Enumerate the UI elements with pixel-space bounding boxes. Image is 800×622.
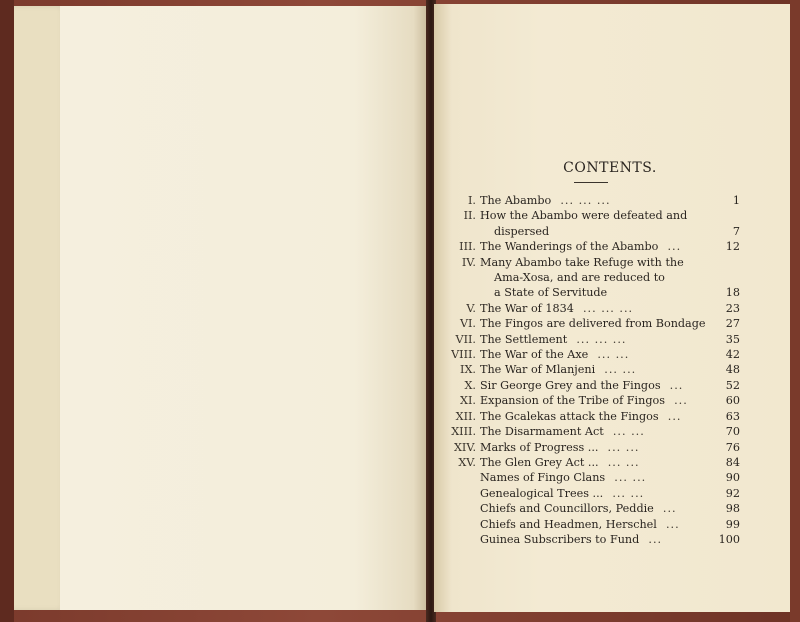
page-number: 7: [732, 224, 740, 238]
page-number: 35: [725, 332, 740, 346]
chapter-number: XII.: [455, 409, 476, 423]
page-number: 60: [725, 394, 740, 408]
page-number: 98: [725, 502, 740, 516]
chapter-title-line: Guinea Subscribers to Fund ...: [480, 532, 663, 546]
page-number: 52: [725, 378, 740, 392]
contents-entry: [450, 532, 740, 547]
contents-title: CONTENTS.: [563, 160, 657, 176]
chapter-number: XI.: [460, 394, 476, 408]
chapter-title-line: Sir George Grey and the Fingos ...: [480, 378, 684, 392]
contents-entry: [450, 208, 740, 239]
chapter-number: V.: [466, 301, 476, 315]
left-endpaper: [14, 6, 66, 610]
leader-dots: ... ...: [605, 471, 647, 485]
page-number: 90: [725, 471, 740, 485]
table-of-contents: [450, 160, 740, 547]
contents-entry: [450, 501, 740, 516]
page-number: 76: [725, 440, 740, 454]
chapter-number: IV.: [461, 255, 476, 269]
contents-entry: [450, 424, 740, 439]
chapter-number: XV.: [458, 455, 476, 469]
page-number: 1: [732, 194, 740, 207]
contents-entry: [450, 301, 740, 316]
chapter-number: I.: [468, 194, 476, 207]
chapter-title-line: The War of Mlanjeni ... ...: [480, 363, 637, 377]
chapter-number: VIII.: [451, 348, 476, 362]
chapter-number: IX.: [460, 363, 476, 377]
chapter-title-line: The War of 1834 ... ... ...: [480, 301, 634, 315]
contents-entry: [450, 393, 740, 408]
chapter-title-line: The Settlement ... ... ...: [480, 332, 627, 346]
title-rule: [574, 182, 608, 183]
contents-entry: [450, 255, 740, 301]
chapter-title-line: The Abambo ... ... ...: [480, 194, 611, 207]
chapter-number: [450, 501, 480, 516]
contents-entry: [450, 440, 740, 455]
page-number: 42: [725, 348, 740, 362]
leader-dots: ...: [639, 532, 663, 546]
page-number: 92: [725, 486, 740, 500]
contents-entry: [450, 347, 740, 362]
chapter-title-line: Ama-Xosa, and are reduced to: [494, 271, 665, 285]
chapter-title-line: Chiefs and Headmen, Herschel ...: [480, 517, 680, 531]
leader-dots: ...: [658, 240, 682, 254]
leader-dots: ... ...: [595, 363, 637, 377]
page-number: 70: [725, 425, 740, 439]
contents-entry: [450, 332, 740, 347]
contents-entry: [450, 362, 740, 377]
chapter-title-line: Names of Fingo Clans ... ...: [480, 471, 647, 485]
contents-entry: [450, 470, 740, 485]
chapter-number: XIII.: [451, 425, 476, 439]
page-number: 99: [725, 517, 740, 531]
leader-dots: ... ... ...: [567, 332, 627, 346]
chapter-number: VII.: [455, 332, 476, 346]
page-number: 27: [725, 317, 740, 331]
chapter-title-line: The Wanderings of the Abambo ...: [480, 240, 682, 254]
contents-entry: [450, 316, 740, 331]
chapter-number: VI.: [459, 317, 476, 331]
chapter-title-line: Marks of Progress ... ... ...: [480, 440, 640, 454]
leader-dots: ... ...: [603, 486, 645, 500]
book-cover-edge-right: [790, 0, 800, 622]
contents-entry: [450, 378, 740, 393]
chapter-title-line: Many Abambo take Refuge with the: [480, 255, 684, 269]
leader-dots: ... ...: [603, 425, 645, 439]
chapter-number: XIV.: [453, 440, 476, 454]
page-number: 63: [725, 409, 740, 423]
contents-entry: [450, 517, 740, 532]
leader-dots: ...: [658, 409, 682, 423]
contents-entries: [450, 193, 740, 547]
contents-entry: [450, 409, 740, 424]
leader-dots: ...: [656, 517, 680, 531]
leader-dots: ...: [660, 378, 684, 392]
left-blank-page: [60, 6, 428, 610]
leader-dots: ...: [664, 394, 688, 408]
leader-dots: ...: [653, 502, 677, 516]
chapter-number: X.: [464, 378, 476, 392]
book-cover-edge-left: [0, 0, 14, 622]
chapter-number: III.: [459, 240, 476, 254]
chapter-title-line: Chiefs and Councillors, Peddie ...: [480, 502, 677, 516]
leader-dots: ... ... ...: [551, 194, 611, 207]
contents-entry: [450, 239, 740, 254]
chapter-title-line: The Gcalekas attack the Fingos ...: [480, 409, 682, 423]
leader-dots: ... ...: [598, 455, 640, 469]
chapter-title-line: The Fingos are delivered from Bondage: [480, 317, 706, 331]
chapter-title-line: The Glen Grey Act ... ... ...: [480, 455, 640, 469]
chapter-number: [450, 470, 480, 485]
chapter-number: II.: [463, 209, 476, 223]
contents-entry: [450, 486, 740, 501]
leader-dots: ... ... ...: [573, 301, 634, 315]
chapter-title-line: How the Abambo were defeated and: [480, 209, 688, 223]
chapter-title-line: The Disarmament Act ... ...: [480, 425, 645, 439]
contents-entry: [450, 455, 740, 470]
page-number: 84: [725, 455, 740, 469]
leader-dots: ... ...: [588, 348, 630, 362]
chapter-title-line: The War of the Axe ... ...: [480, 348, 630, 362]
page-number: 12: [725, 240, 740, 254]
chapter-title-line: Expansion of the Tribe of Fingos ...: [480, 394, 688, 408]
page-number: 100: [718, 532, 740, 546]
page-number: 23: [725, 301, 740, 315]
chapter-number: [450, 532, 480, 547]
chapter-title-line: dispersed: [494, 224, 550, 238]
chapter-number: [450, 486, 480, 501]
chapter-title-line: a State of Servitude: [494, 286, 608, 300]
chapter-number: [450, 517, 480, 532]
contents-entry: [450, 193, 740, 208]
page-number: 18: [725, 286, 740, 300]
leader-dots: ... ...: [598, 440, 640, 454]
chapter-title-line: Genealogical Trees ... ... ...: [480, 486, 645, 500]
page-number: 48: [725, 363, 740, 377]
